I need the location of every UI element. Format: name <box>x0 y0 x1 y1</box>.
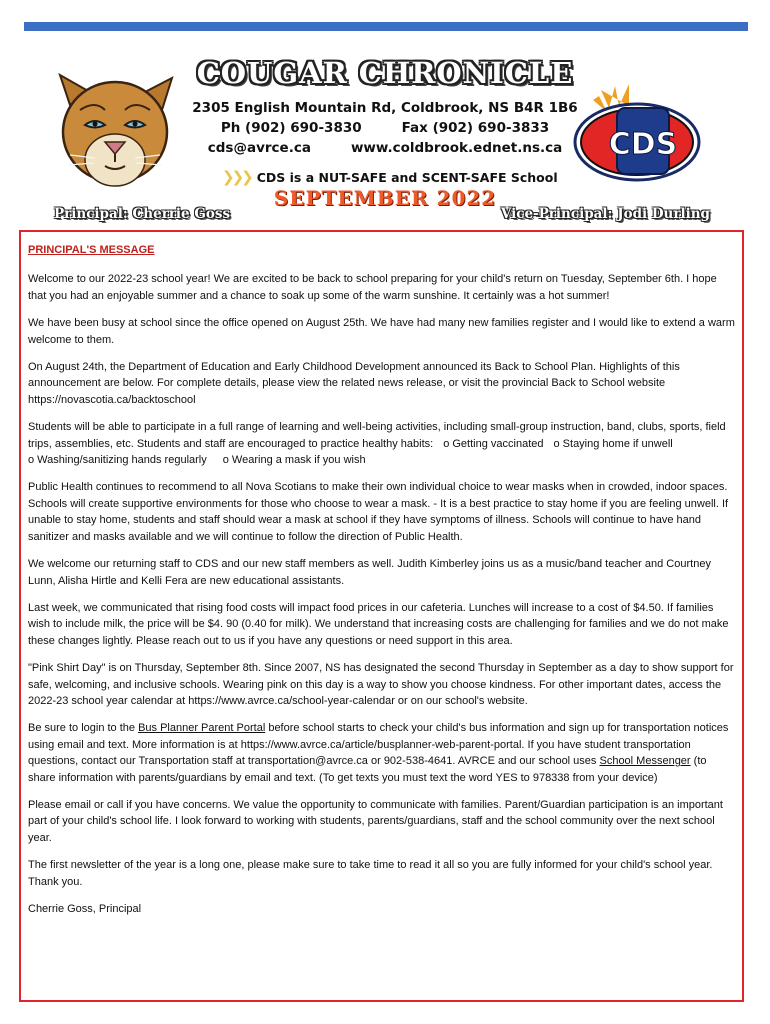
bus-planner-link[interactable]: Bus Planner Parent Portal <box>138 722 266 735</box>
message-paragraph-welcome: Welcome to our 2022-23 school year! We are excited to be back to school preparing for your child's return on Tuesday, September 6th. I hope that you had an enjoyable summer and a chance to soak up some of the warm sunshine. It certainly was a hot summer! <box>28 273 717 302</box>
email-web-line <box>0 138 770 158</box>
school-email-link[interactable]: cds@avrce.ca <box>207 140 311 156</box>
safe-school-text: CDS is a NUT-SAFE and SCENT-SAFE School <box>256 169 558 185</box>
school-messenger-link[interactable]: School Messenger <box>599 755 691 768</box>
principal-name: Principal: Cherrie Goss <box>54 206 231 222</box>
message-heading: PRINCIPAL'S MESSAGE <box>28 244 155 256</box>
message-paragraph-office: We have been busy at school since the office opened on August 25th. We have had many new families register and I would like to extend a warm welcome to them. <box>28 317 735 346</box>
logo-text: CDS <box>608 127 678 162</box>
chevron-arrows-icon: ❯❯❯ <box>222 168 251 186</box>
phone-number: Ph (902) 690-3830 <box>220 120 362 136</box>
message-paragraph-contact: Please email or call if you have concerns. We value the opportunity to communicate with families. Parent/Guardian participation is an important part of your child's school life. I look forward to working with students, parents/guardians, staff and the school community over the next school year. <box>28 798 723 844</box>
principal-message-box <box>19 230 744 1002</box>
message-paragraph-transportation <box>28 720 736 786</box>
transport-text: (to share information with parents/guardians by email and text. (To get texts you must text the word YES to 978338 from your device) <box>28 755 707 784</box>
message-signature: Cherrie Goss, Principal <box>28 903 142 915</box>
habit-item: o Staying home if unwell <box>553 437 673 450</box>
fax-number: Fax (902) 690-3833 <box>401 120 550 136</box>
vice-principal-name: Vice-Principal: Jodi Durling <box>500 206 710 222</box>
message-paragraph-back-to-school: On August 24th, the Department of Education and Early Childhood Development announced its Back to School Plan. Highlights of this announcement are below. For complete details, please view the related news release, or visit the provincial Back to School website https://novascotia.ca/backtoschool <box>28 361 680 406</box>
message-paragraph-closing: The first newsletter of the year is a long one, please make sure to take time to read it all so you are fully informed for your child's school year. Thank you. <box>28 859 713 888</box>
habit-item: o Getting vaccinated <box>443 437 544 450</box>
habit-item: o Wearing a mask if you wish <box>222 454 366 467</box>
school-website-link[interactable]: www.coldbrook.ednet.ns.ca <box>350 140 563 156</box>
phone-fax-line <box>0 118 770 138</box>
safe-school-notice <box>222 167 558 187</box>
top-accent-bar <box>24 22 748 31</box>
message-paragraph-staff: We welcome our returning staff to CDS and our new staff members as well. Judith Kimberley joins us as a music/band teacher and Courtney Lunn, Alisha Hirtle and Kelli Fera are new educational assistants. <box>28 558 711 587</box>
school-contact-block <box>0 98 770 158</box>
message-paragraph-pink-shirt-day: "Pink Shirt Day" is on Thursday, September 8th. Since 2007, NS has designated the second Thursday in September as a day to show support for safe, welcoming, and inclusive schools. Wearing pink on this day is a way to show you choose kindness. For other important dates, access the 2022-23 school year calendar at https://www.avrce.ca/school-year-calendar or on our school's website. <box>28 662 734 707</box>
message-paragraph-cafeteria: Last week, we communicated that rising food costs will impact food prices in our cafeteria. Lunches will increase to a cost of $4.50. If families wish to include milk, the price will be $4. 90 (0.40 for milk). We understand that increasing costs are challenging for families and we do not make these changes lightly. Please reach out to us if you have any questions or need support in this area. <box>28 601 729 647</box>
issue-month: SEPTEMBER 2022 <box>273 186 497 210</box>
newsletter-title: COUGAR CHRONICLE <box>196 56 574 90</box>
message-paragraph-masks: Public Health continues to recommend to all Nova Scotians to make their own individual choice to wear masks when in crowded, indoor spaces. Schools will create supportive environments for those who choose to wear a mask. - It is a best practice to stay home if you are feeling unwell. If unable to stay home, students and staff should wear a mask at school if they have symptoms of illness. Schools will continue to have hand sanitizer and masks available and we will continue to follow the direction of Public Health. <box>28 481 729 543</box>
message-paragraph-healthy-habits <box>28 419 736 468</box>
healthy-habits-intro: Students will be able to participate in a full range of learning and well-being activities, including small-group instruction, band, clubs, sports, field trips, assemblies, etc. Students and staff are encouraged to practice healthy habits: <box>28 421 726 450</box>
habit-item: o Washing/sanitizing hands regularly <box>28 454 207 467</box>
transport-text: before school starts to check your child's bus information and sign up for transportation notices using email and text. More information is at https://www.avrce.ca/article/busplanner-web-parent-portal. If you have student transportation questions, contact our Transportation staff at transportation@avrce.ca or 902-538-4641. AVRCE and our school uses <box>28 722 729 768</box>
transport-text: Be sure to login to the <box>28 722 139 735</box>
address-line: 2305 English Mountain Rd, Coldbrook, NS B4R 1B6 <box>192 100 578 116</box>
